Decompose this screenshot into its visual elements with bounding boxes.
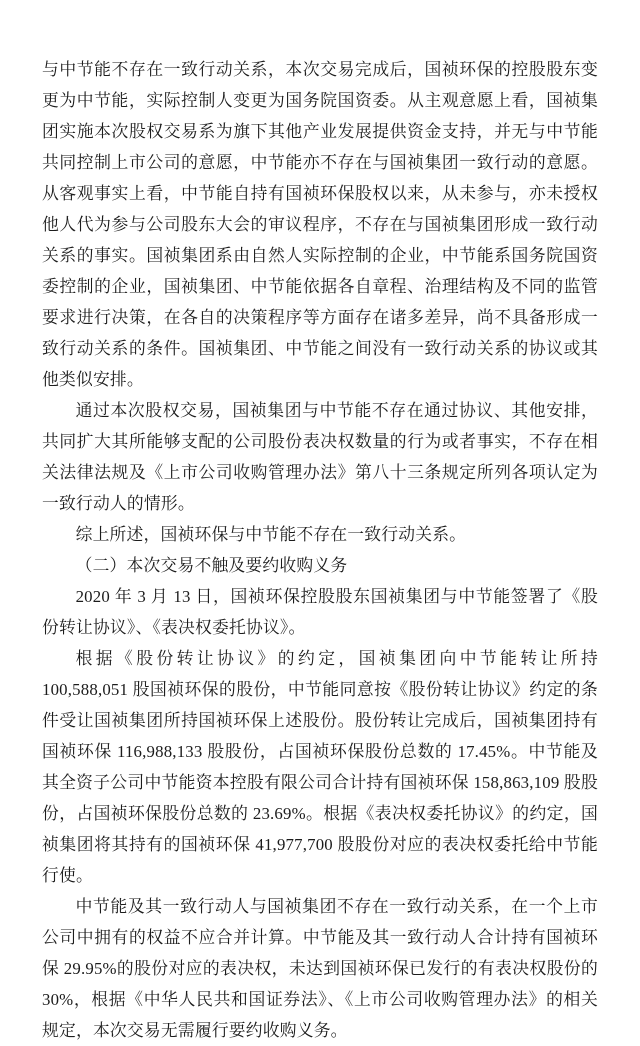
body-paragraph-agreement-date: 2020 年 3 月 13 日，国祯环保控股股东国祯集团与中节能签署了《股份转让协议》、《表决权委托协议》。: [42, 587, 598, 637]
body-paragraph-continuation: 与中节能不存在一致行动关系，本次交易完成后，国祯环保的控股股东变更为中节能，实际控制人变更为国务院国资委。从主观意愿上看，国祯集团实施本次股权交易系为旗下其他产业发展提供资金支持，并无与中节能共同控制上市公司的意愿，中节能亦不存在与国祯集团一致行动的意愿。从客观事实上看，中节能自持有国祯环保股权以来，从未参与，亦未授权他人代为参与公司股东大会的审议程序，不存在与国祯集团形成一致行动关系的事实。国祯集团系由自然人实际控制的企业，中节能系国务院国资委控制的企业，国祯集团、中节能依据各自章程、治理结构及不同的监管要求进行决策，在各自的决策程序等方面存在诸多差异，尚不具备形成一致行动关系的条件。国祯集团、中节能之间没有一致行动关系的协议或其他类似安排。: [42, 60, 598, 389]
section-heading: （二）本次交易不触及要约收购义务: [75, 556, 348, 575]
body-paragraph: 通过本次股权交易，国祯集团与中节能不存在通过协议、其他安排，共同扩大其所能够支配的公司股份表决权数量的行为或者事实，不存在相关法律法规及《上市公司收购管理办法》第八十三条规定所列各项认定为一致行动人的情形。: [42, 401, 598, 513]
body-paragraph-tender-offer: 中节能及其一致行动人与国祯集团不存在一致行动关系，在一个上市公司中拥有的权益不应合并计算。中节能及其一致行动人合计持有国祯环保 29.95%的股份对应的表决权，未达到国祯环保已发行的有表决权股份的 30%，根据《中华人民共和国证券法》、《上市公司收购管理办法》的相关规定，本次交易无需履行要约收购义务。: [42, 897, 598, 1040]
body-paragraph-share-transfer-details: 根据《股份转让协议》的约定，国祯集团向中节能转让所持 100,588,051 股国祯环保的股份，中节能同意按《股份转让协议》约定的条件受让国祯集团所持国祯环保上述股份。股份转让完成后，国祯集团持有国祯环保 116,988,133 股股份，占国祯环保股份总数的 17.45%。中节能及其全资子公司中节能资本控股有限公司合计持有国祯环保 158,863,109 股股份，占国祯环保股份总数的 23.69%。根据《表决权委托协议》的约定，国祯集团将其持有的国祯环保 41,977,700 股股份对应的表决权委托给中节能行使。: [42, 649, 598, 885]
body-paragraph-conclusion: 综上所述，国祯环保与中节能不存在一致行动关系。: [75, 525, 467, 544]
